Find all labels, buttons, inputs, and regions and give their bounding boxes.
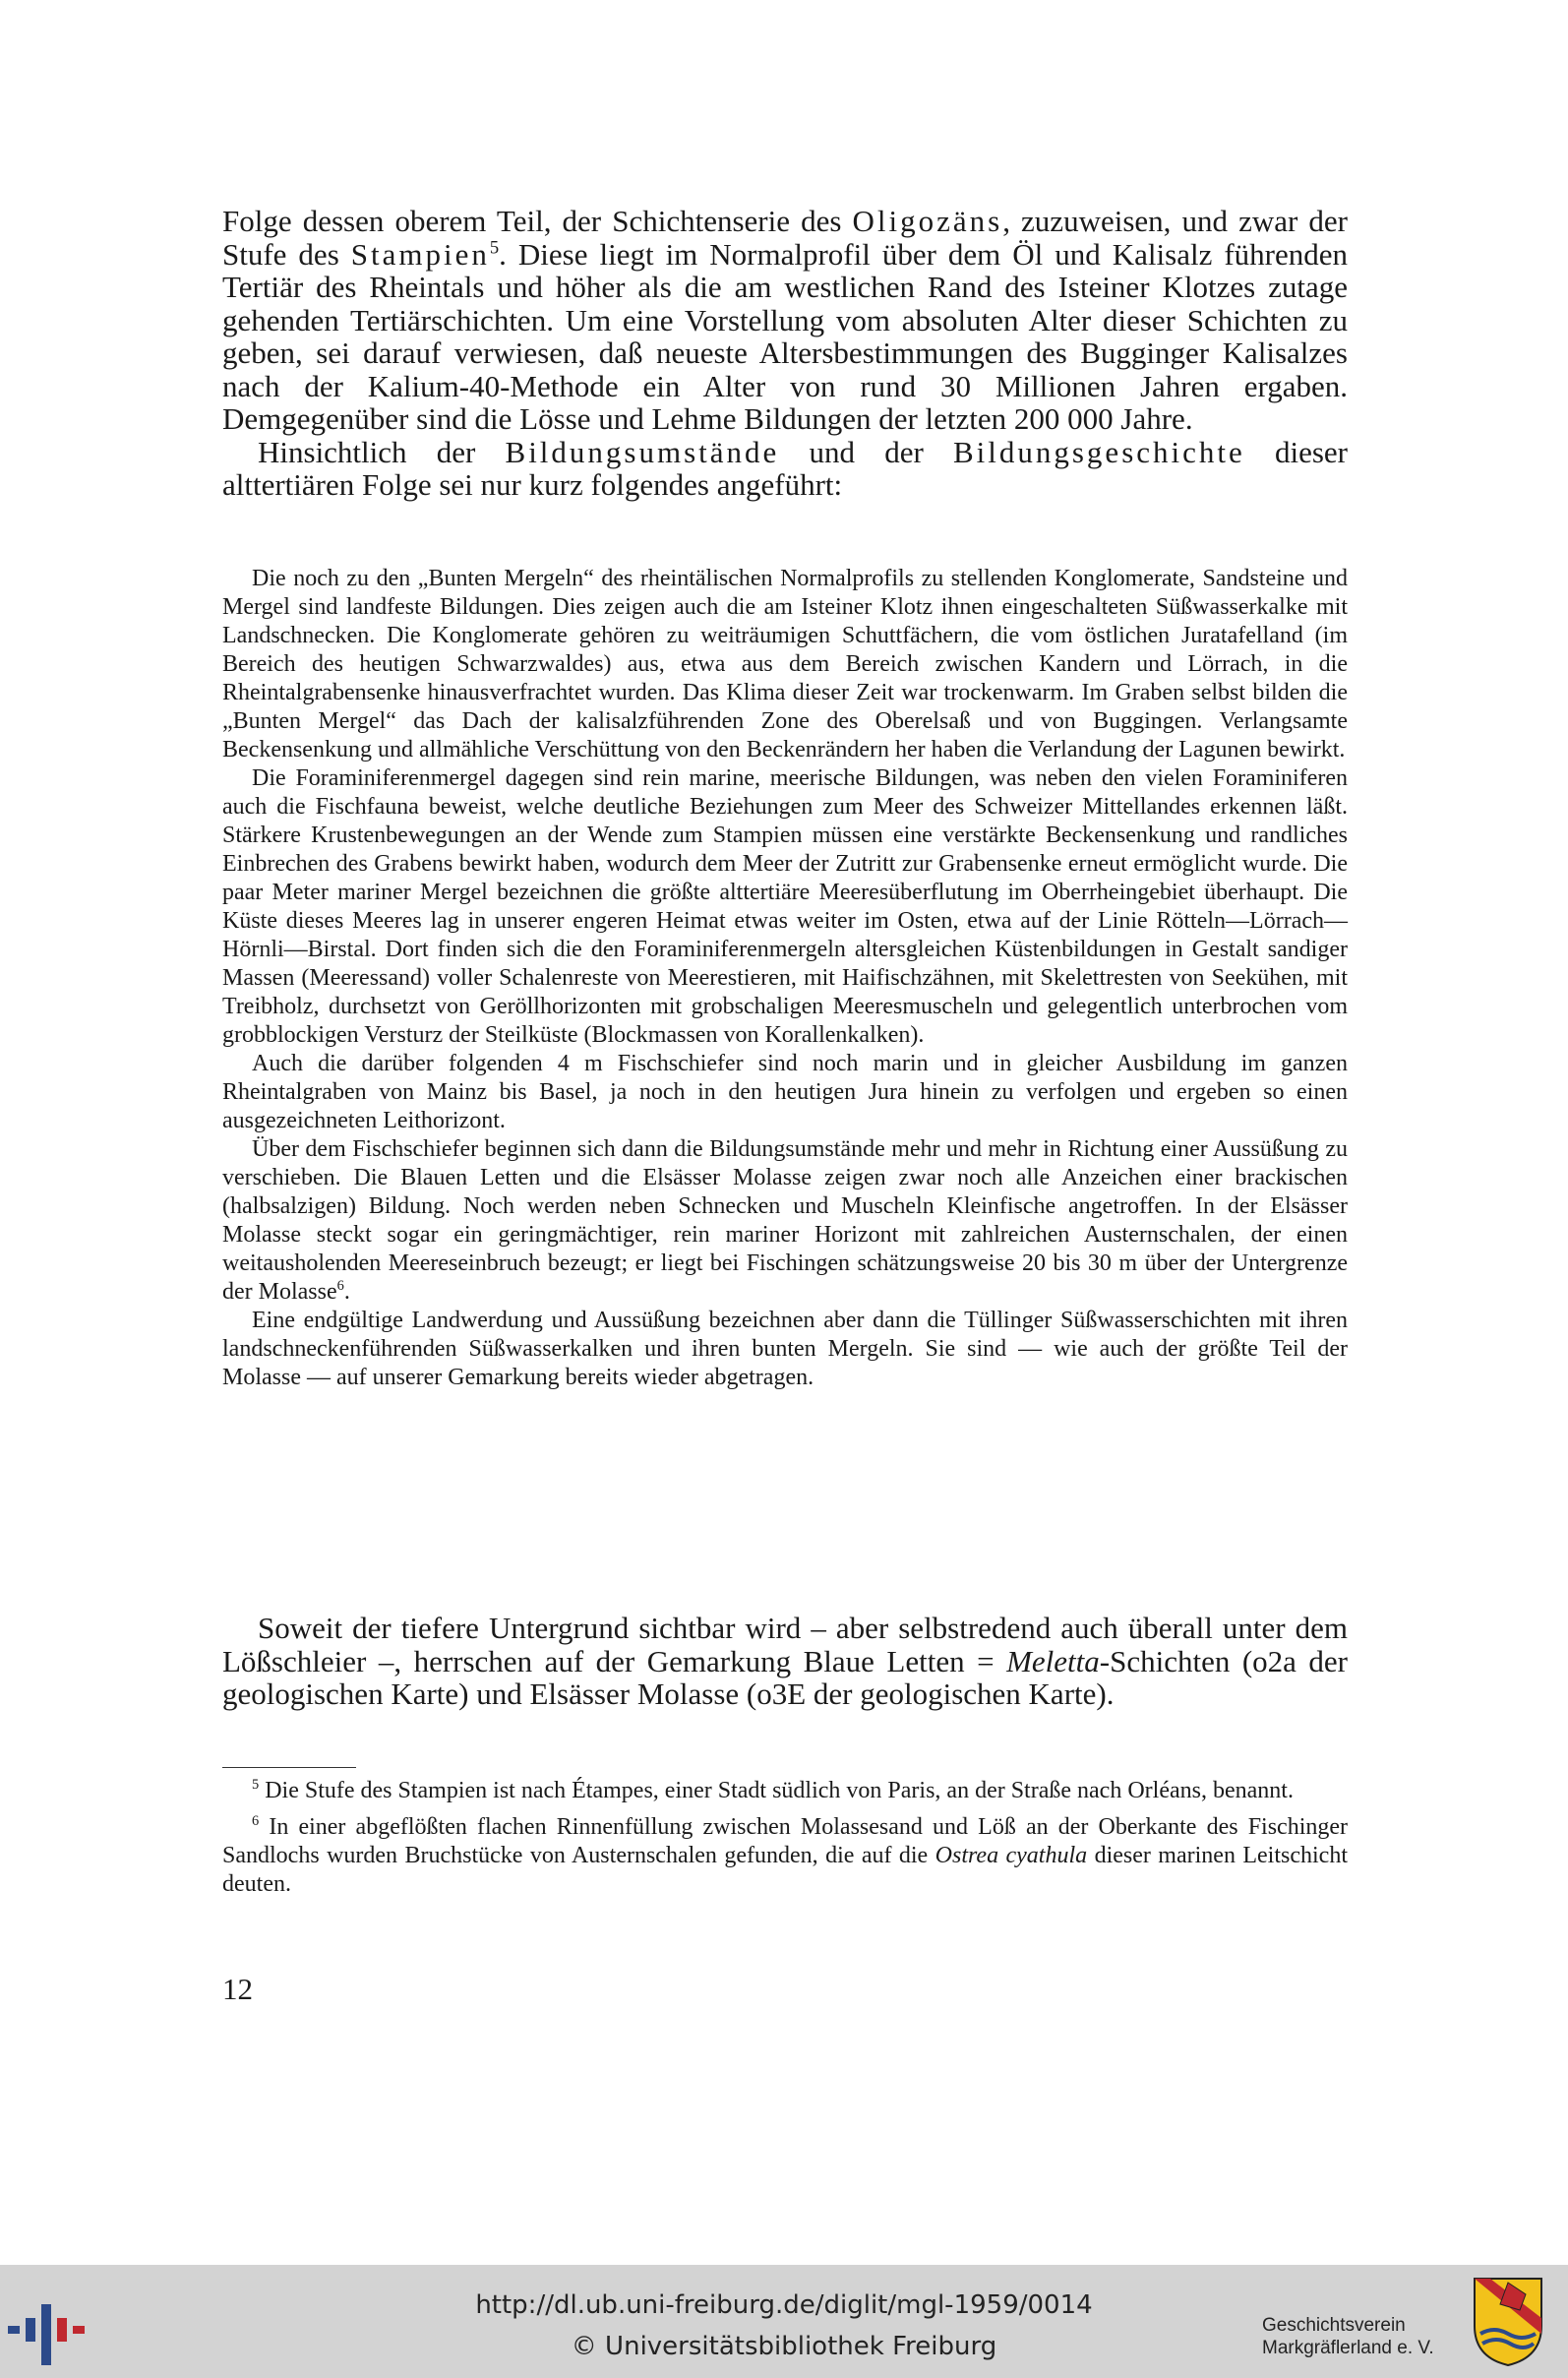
paragraph: [222, 1612, 1348, 1711]
footnote: [222, 1777, 1348, 1805]
small-paragraph: Die noch zu den „Bunten Mergeln“ des rheintälischen Normalprofils zu stellenden Konglomerate, Sandsteine und Mergel sind landfeste Bildungen. Dies zeigen auch die am Isteiner Klotz ihnen eingeschalteten Süßwasserkalke mit Landschnecken. Die Konglomerate gehören zu weiträumigen Schuttfächern, die vom östlichen Juratafelland (im Bereich des heutigen Schwarzwaldes) aus, etwa aus dem Bereich zwischen Kandern und Lörrach, in die Rheintalgrabensenke hinausverfrachtet wurden. Das Klima dieser Zeit war trockenwarm. Im Graben selbst bilden die „Bunten Mergel“ das Dach der kalisalzführenden Zone des Oberelsaß und von Buggingen. Verlangsamte Beckensenkung und allmähliche Verschüttung von den Beckenrändern her haben die Verlandung der Lagunen bewirkt.: [222, 566, 1348, 762]
copyright-text: © Universitätsbibliothek Freiburg: [571, 2332, 997, 2361]
small-print-section: [222, 565, 1348, 1392]
small-paragraph: Die Foraminiferenmergel dagegen sind rein marine, meerische Bildungen, was neben den vielen Foraminiferen auch die Fischfauna beweist, welche deutliche Beziehungen zum Meer des Schweizer Mittellandes erkennen läßt. Stärkere Krustenbewegungen an der Wende zum Stampien müssen eine verstärkte Beckensenkung und randliches Einbrechen des Grabens bewirkt haben, wodurch dem Meer der Zutritt zur Grabensenke erneut ermöglicht wurde. Die paar Meter mariner Mergel bezeichnen die größte alttertiäre Meeresüberflutung im Oberrheingebiet überhaupt. Die Küste dieses Meeres lag in unserer engeren Heimat etwas weiter im Osten, etwa auf der Linie Rötteln—Lörrach—Hörnli—Birstal. Dort finden sich die den Foraminiferenmergeln altersgleichen Küstenbildungen in Gestalt sandiger Massen (Meeressand) voller Schalenreste von Meerestieren, mit Haifischzähnen, mit Skelettresten von Seekühen, mit Treibholz, durchsetzt von Geröllhorizonten mit grobschaligen Meeresmuscheln und gelegentlich unterbrochen vom grobblockigen Versturz der Steilküste (Blockmassen von Korallenkalken).: [222, 765, 1348, 1048]
footnote: [222, 1813, 1348, 1899]
footnotes: [222, 1777, 1348, 1907]
small-paragraph: Eine endgültige Landwerdung und Aussüßung bezeichnen aber dann die Tüllinger Süßwasserschichten mit ihren landschneckenführenden Süßwasserkalken und ihren bunten Mergeln. Sie sind — wie auch der größte Teil der Molasse — auf unserer Gemarkung bereits wieder abgetragen.: [222, 1308, 1348, 1390]
footnote-text: Die Stufe des Stampien ist nach Étampes, einer Stadt südlich von Paris, an der Straße nach Orléans, benannt.: [265, 1778, 1294, 1803]
text-run: -Schichten (o2a der geologischen Karte) und Elsässer Molasse (o3E der geologischen Karte).: [222, 1643, 1349, 1711]
text-run: und der: [779, 434, 953, 469]
document-url-link[interactable]: http://dl.ub.uni-freiburg.de/diglit/mgl-1959/0014: [475, 2290, 1093, 2320]
text-run: , zuzuweisen, und zwar der Stufe des: [222, 204, 1348, 272]
footnote-ref: 5: [489, 237, 500, 259]
spaced-term: Bildungsumstände: [505, 434, 780, 469]
text-run: dieser alttertiären Folge sei nur kurz folgendes angeführt:: [222, 434, 1348, 502]
small-paragraph: Auch die darüber folgenden 4 m Fischschiefer sind noch marin und in gleicher Ausbildung im ganzen Rheintalgraben von Mainz bis Basel, ja noch in den heutigen Jura hinein zu verfolgen und ergeben so einen ausgezeichneten Leithorizont.: [222, 1051, 1348, 1133]
footer-bar: [0, 2265, 1568, 2378]
footnote-number: 6: [252, 1813, 260, 1829]
spaced-term: Bildungsgeschichte: [952, 434, 1245, 469]
footnote-text: dieser marinen Leitschicht deuten.: [222, 1843, 1348, 1897]
small-paragraph: [222, 1135, 1348, 1307]
society-line: Geschichtsverein: [1262, 2315, 1406, 2336]
paragraph: [222, 436, 1348, 502]
page-number: 12: [222, 1972, 253, 2006]
society-name: [1262, 2314, 1434, 2359]
footnote-number: 5: [252, 1777, 260, 1793]
text-run: Hinsichtlich der: [258, 434, 506, 469]
text-run: Über dem Fischschiefer beginnen sich dann die Bildungsumstände mehr und mehr in Richtung einer Aussüßung zu verschieben. Die Blauen Letten und die Elsässer Molasse zeigen zwar noch alle Anzeichen einer brackischen (halbsalzigen) Bildung. Noch werden neben Schnecken und Muscheln Kleinfische angetroffen. In der Elsässer Molasse steckt sogar ein geringmächtiger, rein mariner Horizont mit zahlreichen Austernschalen, der einen weitausholenden Meereseinbruch bezeugt; er liegt bei Fischingen schätzungsweise 20 bis 30 m über der Untergrenze der Molasse: [222, 1136, 1348, 1305]
text-run: Folge dessen oberem Teil, der Schichtenserie des: [222, 204, 853, 238]
italic-term: Meletta: [1006, 1643, 1100, 1678]
text-run: . Diese liegt im Normalprofil über dem Öl und Kalisalz führenden Tertiär des Rheintals und höher als die am westlichen Rand des Isteiner Klotzes zutage gehenden Tertiärschichten. Um eine Vorstellung vom absoluten Alter dieser Schichten zu geben, sei darauf verwiesen, daß neueste Altersbestimmungen des Bugginger Kalisalzes nach der Kalium-40-Methode ein Alter von rund 30 Millionen Jahren ergaben. Demgegenüber sind die Lösse und Lehme Bildungen der letzten 200 000 Jahre.: [222, 236, 1348, 436]
footnote-ref: 6: [336, 1278, 344, 1294]
society-line: Markgräflerland e. V.: [1262, 2338, 1434, 2358]
footnote-divider: [222, 1767, 356, 1768]
spaced-term: Oligozäns: [852, 204, 1003, 238]
closing-text: [222, 1612, 1348, 1711]
spaced-term: Stampien: [350, 236, 490, 272]
text-run: .: [343, 1279, 350, 1305]
text-run: Soweit der tiefere Untergrund sichtbar wird – aber selbstredend auch überall unter dem Lößschleier –, herrschen auf der Gemarkung Blaue Letten =: [222, 1611, 1348, 1678]
coat-of-arms-icon: [1471, 2275, 1545, 2369]
italic-term: Ostrea cyathula: [935, 1843, 1088, 1868]
paragraph: [222, 205, 1348, 436]
footnote-text: In einer abgeflößten flachen Rinnenfüllung zwischen Molassesand und Löß an der Oberkante des Fischinger Sandlochs wurden Bruchstücke von Austernschalen gefunden, die auf die: [222, 1814, 1349, 1868]
main-text: [222, 205, 1348, 502]
